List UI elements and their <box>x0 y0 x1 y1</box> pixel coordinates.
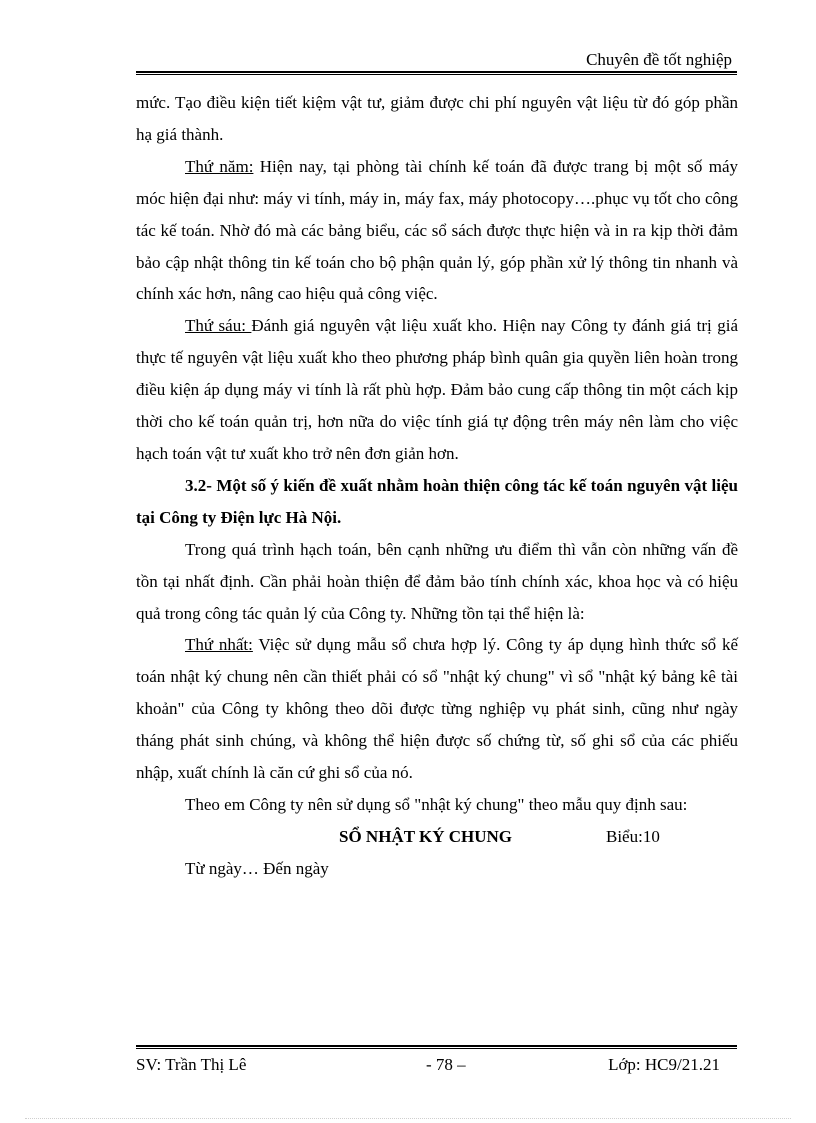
paragraph-text: Việc sử dụng mẫu sổ chưa hợp lý. Công ty áp dụng hình thức sổ kế toán nhật ký chung nên cần thiết phải có sổ "nhật ký chung" vì sổ "nhật ký bảng kê tài khoản" của Công ty không theo dõi được từng nghiệp vụ phát sinh, cũng như ngày tháng phát sinh chúng, và không thể hiện được số chứng từ, số ghi sổ của các phiếu nhập, xuất chính là căn cứ ghi sổ của nó. <box>136 635 739 783</box>
date-range: Từ ngày… Đến ngày <box>185 858 329 878</box>
table-title: SỔ NHẬT KÝ CHUNG <box>339 826 513 846</box>
paragraph-label: Thứ sáu: <box>185 316 252 336</box>
footer-class: Lớp: HC9/21.21 <box>608 1055 720 1074</box>
paragraph-text: Hiện nay, tại phòng tài chính kế toán đã được trang bị một số máy móc hiện đại như: máy vi tính, máy in, máy fax, máy photocopy….phục vụ tốt cho công tác kế toán. Nhờ đó mà các bảng biểu, các sổ sách được thực hiện và in ra kịp thời đảm bảo cập nhật thông tin kế toán cho bộ phận quản lý, góp phần xử lý thông tin nhanh và chính xác hơn, nâng cao hiệu quả công việc. <box>136 156 738 304</box>
paragraph-thu-nam <box>136 151 738 311</box>
paragraph-thu-nhat <box>136 629 738 789</box>
footer-page-number: - 78 – <box>426 1055 466 1074</box>
page-edge-divider <box>25 1118 791 1119</box>
paragraph-intro: Trong quá trình hạch toán, bên cạnh những ưu điểm thì vẫn còn những vấn đề tồn tại nhất định. Cần phải hoàn thiện để đảm bảo tính chính xác, khoa học và có hiệu quả trong công tác quản lý của Công ty. Những tồn tại thể hiện là: <box>136 539 738 623</box>
paragraph-proposal: Theo em Công ty nên sử dụng sổ "nhật ký chung" theo mẫu quy định sau: <box>185 794 688 814</box>
paragraph-text: Đánh giá nguyên vật liệu xuất kho. Hiện nay Công ty đánh giá trị giá thực tế nguyên vật liệu xuất kho theo phương pháp bình quân gia quyền liên hoàn trong điều kiện áp dụng máy vi tính là rất phù hợp. Đảm bảo cung cấp thông tin một cách kịp thời cho kế toán quản trị, hơn nữa do việc tính giá tự động trên máy nên làm cho việc hạch toán vật tư xuất kho trở nên đơn giản hơn. <box>136 316 738 463</box>
paragraph-continuation: mức. Tạo điều kiện tiết kiệm vật tư, giảm được chi phí nguyên vật liệu từ đó góp phần hạ giá thành. <box>136 93 738 144</box>
body-text <box>136 87 738 885</box>
header-rule <box>136 71 737 75</box>
header-title: Chuyên đề tốt nghiệp <box>586 50 732 69</box>
table-title-line <box>136 821 738 853</box>
footer <box>136 1055 738 1077</box>
paragraph-label: Thứ năm: <box>185 156 254 176</box>
paragraph-thu-sau <box>136 310 738 470</box>
section-heading: 3.2- Một số ý kiến đề xuất nhằm hoàn thiện công tác kế toán nguyên vật liệu tại Công ty Điện lực Hà Nội. <box>136 475 738 527</box>
paragraph-label: Thứ nhất: <box>185 635 253 655</box>
footer-rule <box>136 1045 737 1049</box>
footer-student: SV: Trần Thị Lê <box>136 1055 247 1074</box>
table-label: Biểu:10 <box>606 826 660 846</box>
